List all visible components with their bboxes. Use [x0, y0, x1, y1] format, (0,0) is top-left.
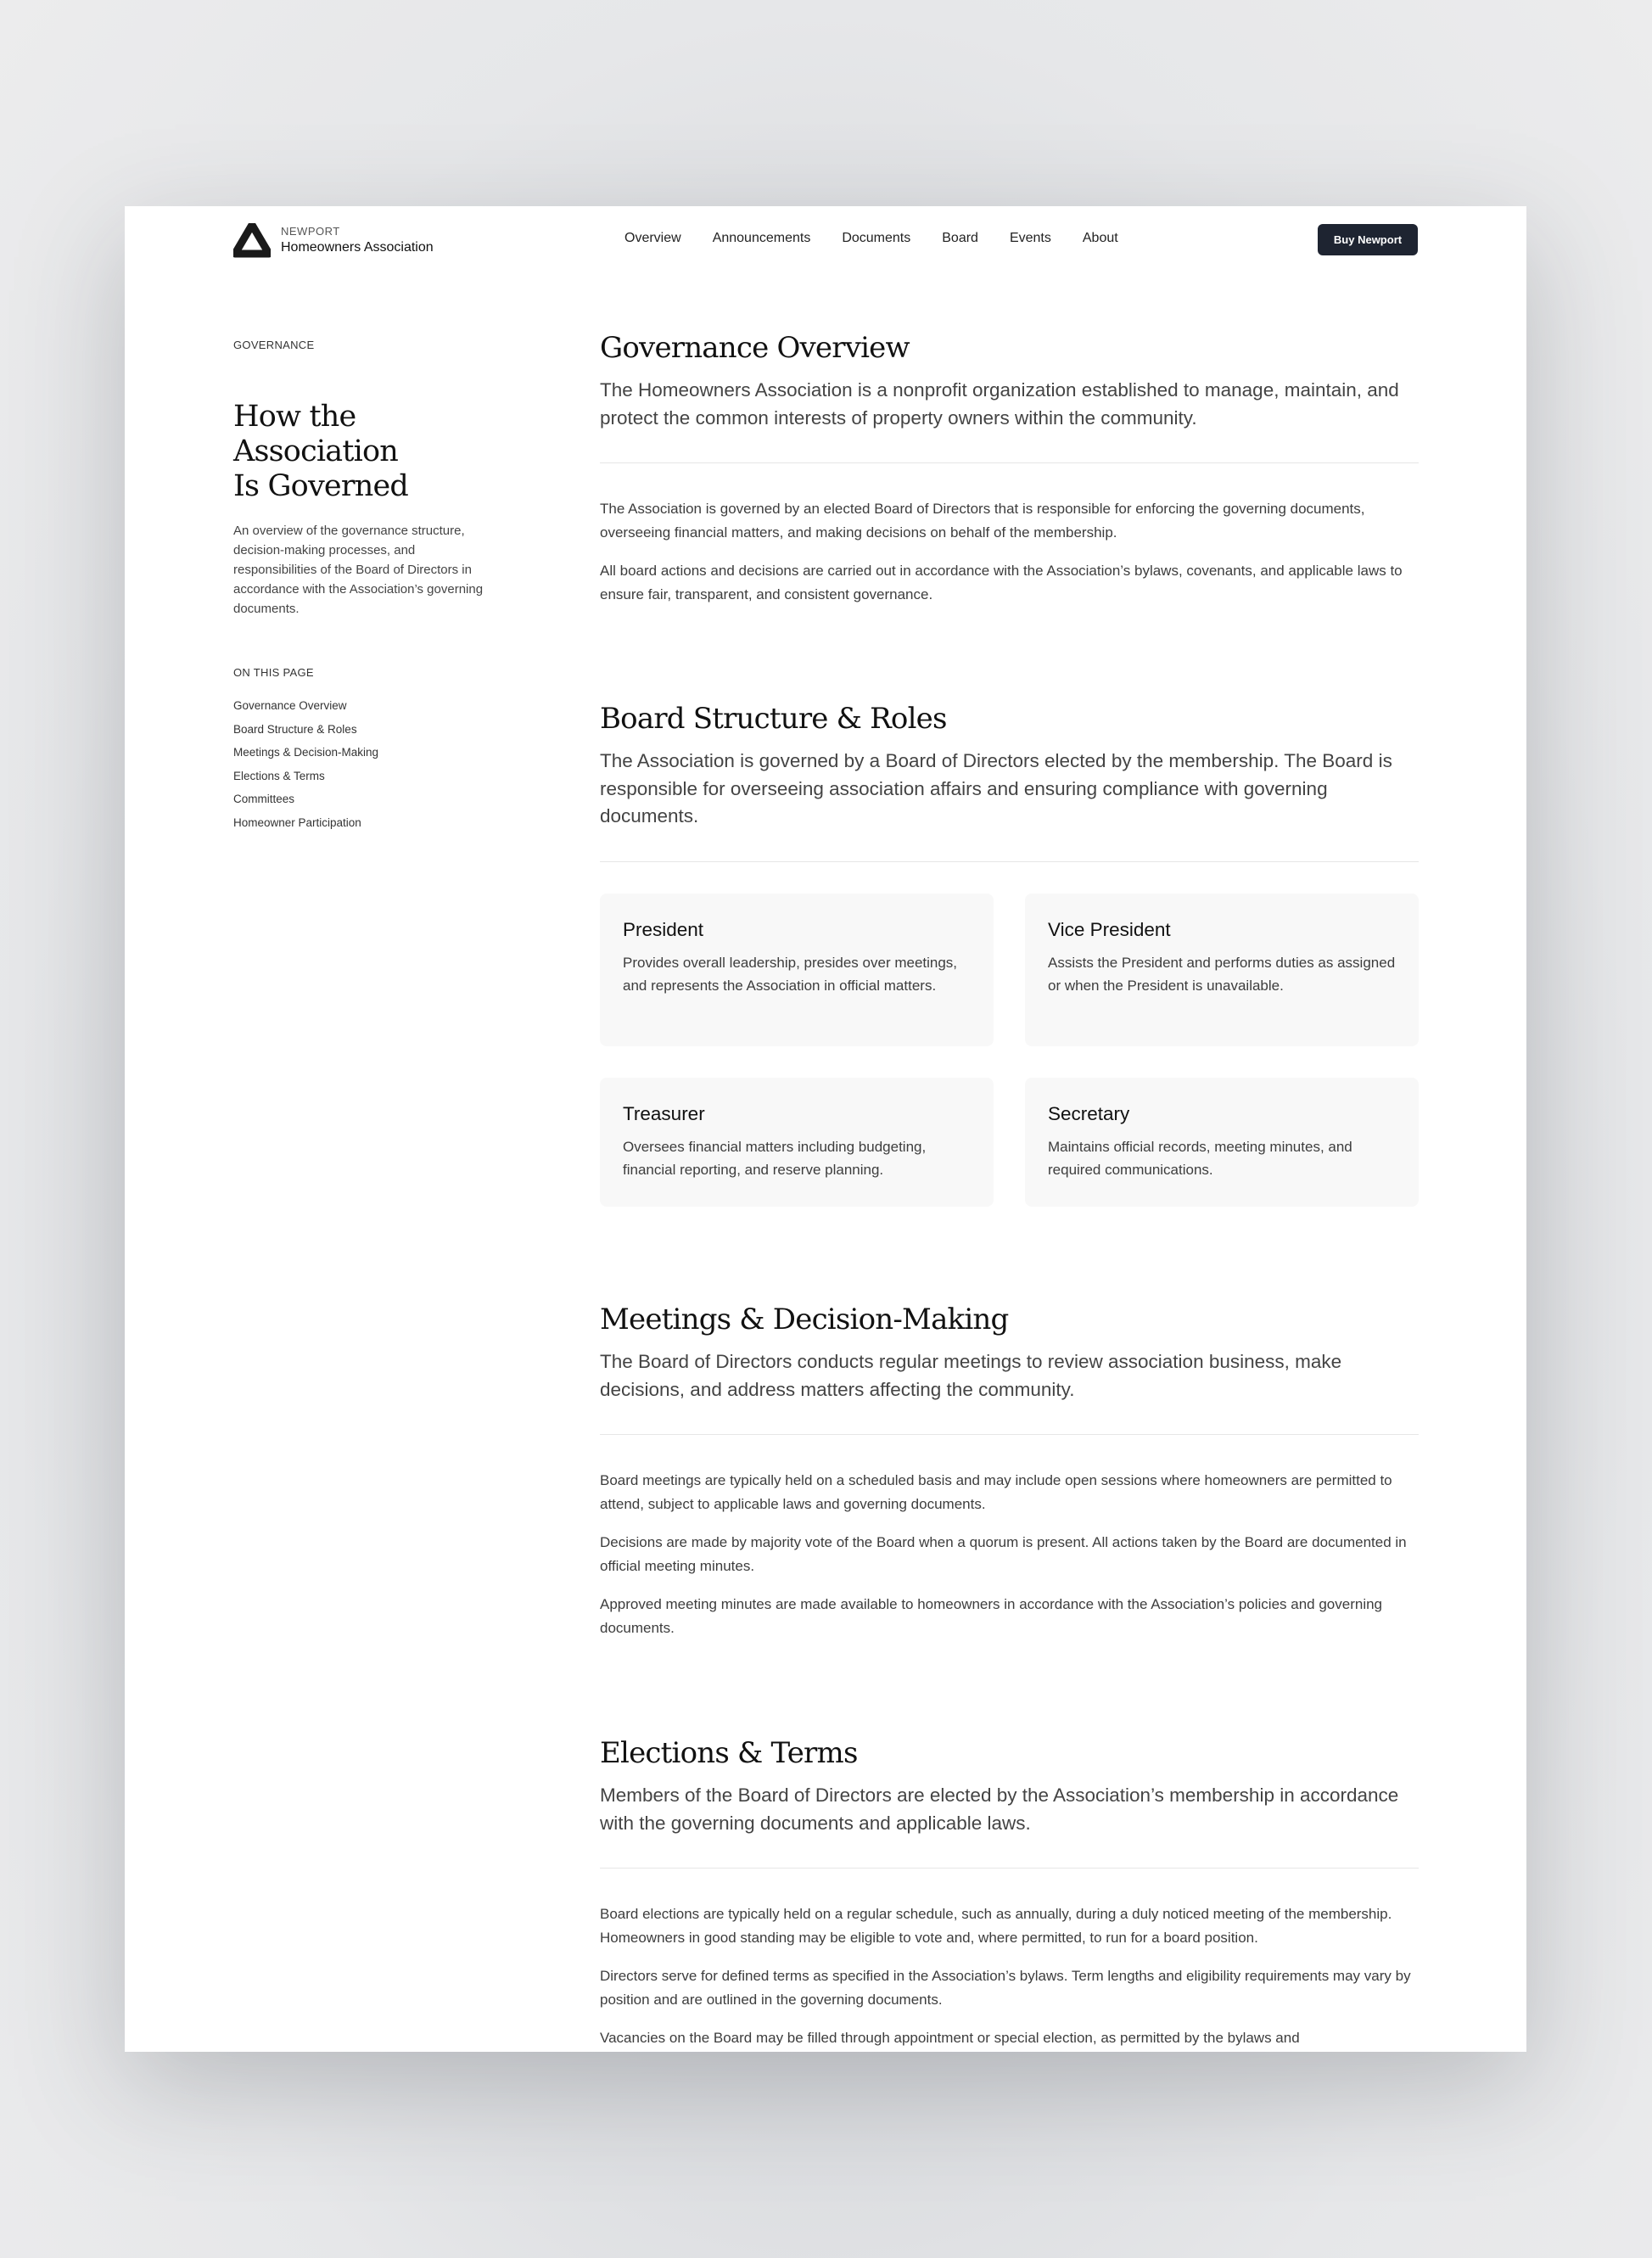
section-lead: The Homeowners Association is a nonprofit organization established to manage, maintain, and protect the common interests of property owners within the community.	[600, 379, 1399, 429]
divider	[600, 1868, 1419, 1869]
role-title: President	[623, 918, 704, 940]
page-frame	[125, 206, 1526, 2052]
section-governance-overview	[600, 329, 1419, 606]
page-title-line-2: Is Governed	[233, 469, 409, 503]
divider	[600, 462, 1419, 463]
page-title-line-1: How the Association	[233, 400, 399, 468]
toc-link-governance-overview[interactable]: Governance Overview	[233, 699, 347, 712]
section-paragraph: Directors serve for defined terms as specified in the Association’s bylaws. Term lengths and eligibility requirements may vary by position and are outlined in the governing documents.	[600, 1968, 1411, 2008]
toc-item	[233, 741, 496, 765]
role-card-vice-president	[1025, 894, 1419, 1046]
role-description: Oversees financial matters including budgeting, financial reporting, and reserve planning.	[623, 1138, 927, 1178]
eyebrow-label: GOVERNANCE	[233, 339, 315, 351]
logo-top-text: NEWPORT	[281, 225, 340, 238]
role-description: Assists the President and performs duties as assigned or when the President is unavailable.	[1048, 954, 1396, 994]
toc-item	[233, 787, 496, 811]
logo-text	[281, 225, 434, 257]
section-lead: Members of the Board of Directors are elected by the Association’s membership in accordance with the governing documents and applicable laws.	[600, 1785, 1399, 1834]
role-description: Maintains official records, meeting minutes, and required communications.	[1048, 1138, 1352, 1178]
section-paragraph: Board meetings are typically held on a scheduled basis and may include open sessions where homeowners are permitted to attend, subject to applicable laws and governing documents.	[600, 1472, 1392, 1512]
toc-link-committees[interactable]: Committees	[233, 793, 295, 805]
role-cards	[600, 894, 1419, 1207]
section-board-structure	[600, 700, 1419, 1207]
section-paragraph: Approved meeting minutes are made available to homeowners in accordance with the Association’s policies and governing documents.	[600, 1596, 1383, 1636]
nav-overview[interactable]: Overview	[624, 231, 681, 245]
main-nav	[624, 230, 1150, 247]
section-title: Elections & Terms	[600, 1736, 858, 1770]
role-card-treasurer	[600, 1078, 994, 1207]
logo-bottom-text: Homeowners Association	[281, 240, 434, 255]
site-logo[interactable]	[233, 223, 434, 259]
role-description: Provides overall leadership, presides over meetings, and represents the Association in official matters.	[623, 954, 958, 994]
table-of-contents	[233, 694, 496, 834]
toc-link-elections[interactable]: Elections & Terms	[233, 769, 325, 782]
page-description: An overview of the governance structure, decision-making processes, and responsibilities of the Board of Directors in accordance with the Association’s governing documents.	[233, 524, 484, 616]
triangle-logo-icon	[233, 223, 271, 259]
nav-announcements[interactable]: Announcements	[712, 231, 811, 245]
section-lead: The Association is governed by a Board of Directors elected by the membership. The Board is responsible for overseeing association affairs and ensuring compliance with governing documents.	[600, 750, 1392, 826]
section-title: Meetings & Decision-Making	[600, 1303, 1009, 1336]
divider	[600, 1434, 1419, 1435]
role-title: Secretary	[1048, 1102, 1130, 1124]
nav-events[interactable]: Events	[1009, 231, 1051, 245]
toc-item	[233, 694, 496, 718]
main-content	[600, 329, 1419, 2046]
sidebar	[233, 338, 496, 834]
section-paragraph: Decisions are made by majority vote of the Board when a quorum is present. All actions taken by the Board are documented in official meeting minutes.	[600, 1534, 1407, 1574]
nav-about[interactable]: About	[1082, 231, 1118, 245]
toc-item	[233, 765, 496, 788]
section-meetings	[600, 1301, 1419, 1655]
section-paragraph: Board elections are typically held on a regular schedule, such as annually, during a duly noticed meeting of the membership. Homeowners in good standing may be eligible to vote and, where permitted, to run for a board position.	[600, 1906, 1392, 1946]
section-lead: The Board of Directors conducts regular meetings to review association business, make decisions, and address matters affecting the community.	[600, 1351, 1342, 1400]
buy-newport-button[interactable]: Buy Newport	[1318, 224, 1418, 255]
section-title: Board Structure & Roles	[600, 702, 947, 736]
role-title: Vice President	[1048, 918, 1171, 940]
page-title	[233, 400, 496, 504]
section-paragraph: The Association is governed by an elected Board of Directors that is responsible for enforcing the governing documents, overseeing financial matters, and making decisions on behalf of the membership.	[600, 501, 1365, 541]
section-title: Governance Overview	[600, 331, 910, 365]
role-card-president	[600, 894, 994, 1046]
role-title: Treasurer	[623, 1102, 705, 1124]
toc-item	[233, 811, 496, 835]
toc-label: ON THIS PAGE	[233, 666, 314, 679]
toc-link-meetings[interactable]: Meetings & Decision-Making	[233, 746, 379, 759]
section-elections	[600, 1734, 1419, 2052]
nav-documents[interactable]: Documents	[842, 231, 911, 245]
divider	[600, 861, 1419, 862]
toc-item	[233, 718, 496, 742]
nav-board[interactable]: Board	[942, 231, 978, 245]
toc-link-homeowner-participation[interactable]: Homeowner Participation	[233, 815, 361, 829]
site-header	[125, 206, 1526, 274]
role-card-secretary	[1025, 1078, 1419, 1207]
section-paragraph: Vacancies on the Board may be filled through appointment or special election, as permitted by the bylaws and	[600, 2030, 1300, 2046]
toc-link-board-structure[interactable]: Board Structure & Roles	[233, 722, 357, 736]
section-paragraph: All board actions and decisions are carried out in accordance with the Association’s bylaws, covenants, and applicable laws to ensure fair, transparent, and consistent governance.	[600, 563, 1403, 602]
